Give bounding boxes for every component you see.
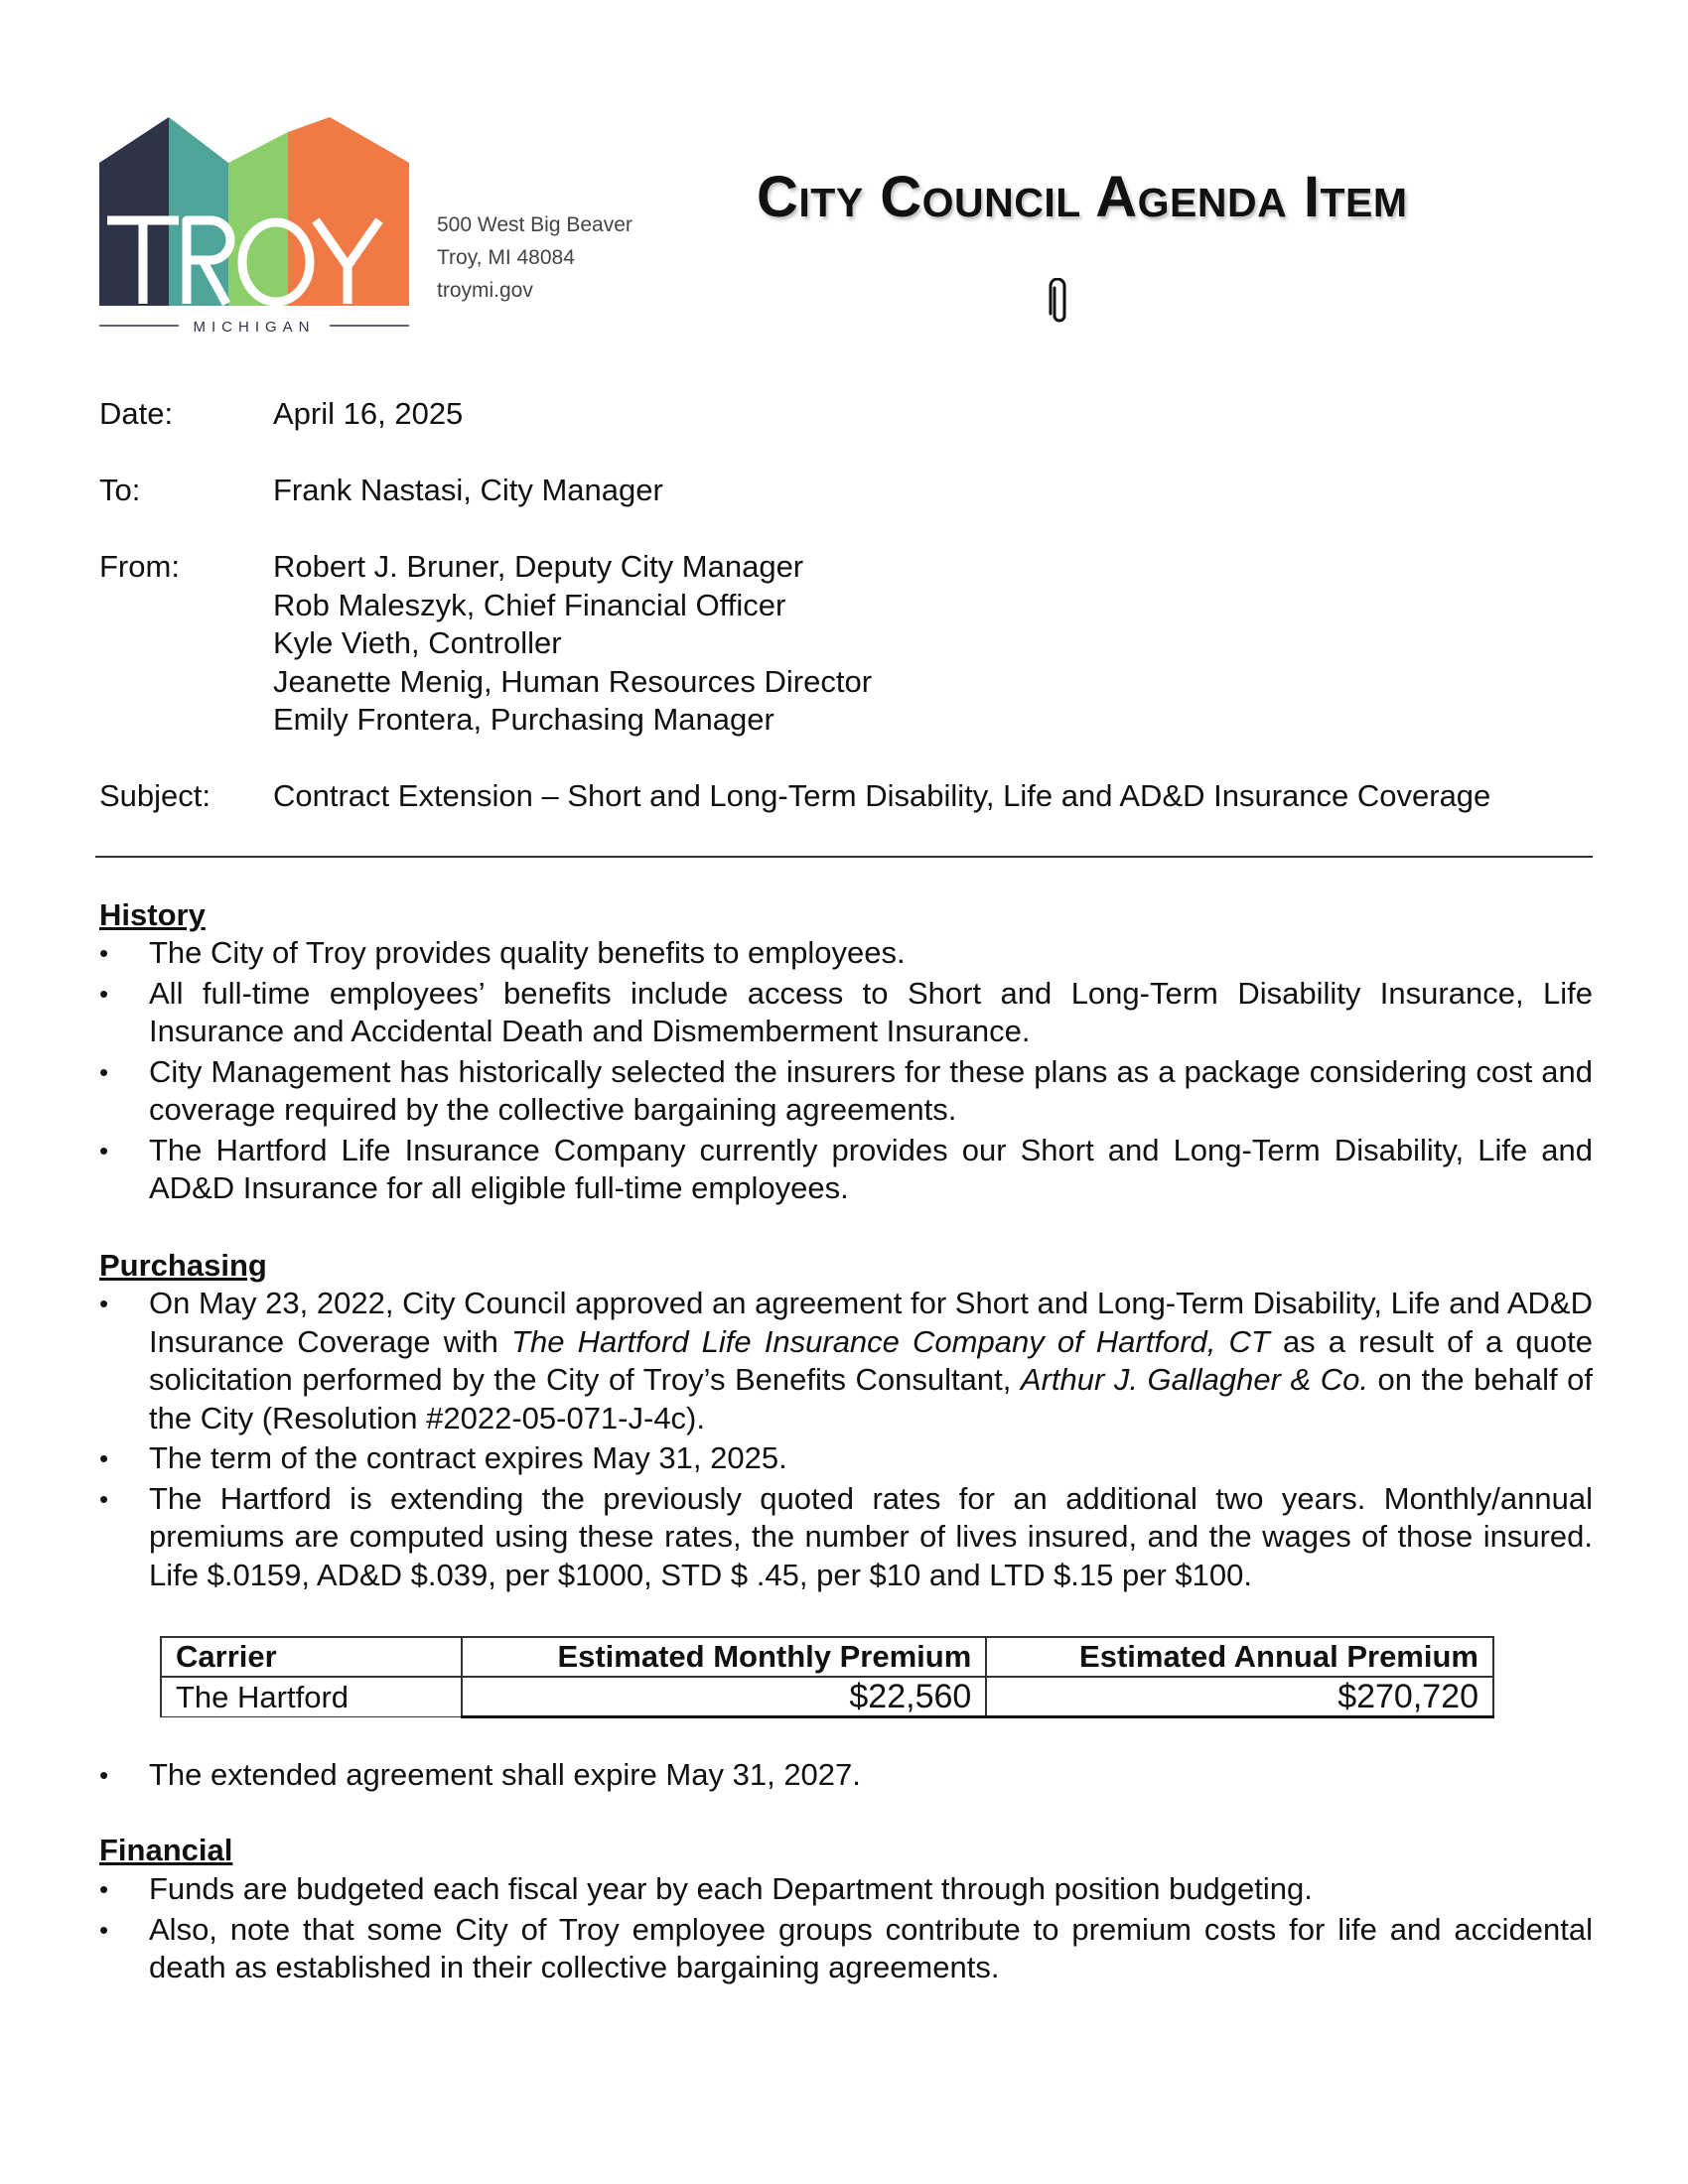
date-value: April 16, 2025: [273, 396, 464, 431]
column-header: Estimated Monthly Premium: [462, 1637, 986, 1677]
address-line-2: Troy, MI 48084: [437, 246, 575, 269]
from-label: From:: [99, 549, 180, 584]
list-item: • The Hartford Life Insurance Company currently provides our Short and Long-Term Disability, Life and AD&D Insurance for all eligible full-time employees.: [99, 1132, 1593, 1208]
financial-heading: Financial: [99, 1833, 233, 1867]
consultant-name: Arthur J. Gallagher & Co.: [1020, 1362, 1368, 1397]
table-cell: $22,560: [462, 1677, 986, 1717]
table-header-row: [161, 1637, 1493, 1677]
from-list: [273, 548, 872, 740]
list-item: • City Management has historically selected the insurers for these plans as a package considering cost and coverage required by the collective bargaining agreements.: [99, 1053, 1593, 1130]
purchasing-heading: Purchasing: [99, 1248, 267, 1283]
paperclip-icon[interactable]: [1049, 278, 1068, 326]
premium-table: [160, 1636, 1494, 1718]
list-item: • All full-time employees’ benefits include access to Short and Long-Term Disability Insurance, Life Insurance and Accidental Death and Dismemberment Insurance.: [99, 975, 1593, 1051]
from-person: Robert J. Bruner, Deputy City Manager: [273, 549, 804, 584]
to-value: Frank Nastasi, City Manager: [273, 473, 663, 507]
page-title: City Council Agenda Item: [757, 165, 1408, 229]
from-person: Rob Maleszyk, Chief Financial Officer: [273, 587, 786, 622]
purchasing-text: On May 23, 2022, City Council approved an agreement for Short and Long-Term Disability, Life and AD&D Insurance Coverage with: [149, 1286, 1593, 1359]
from-person: Jeanette Menig, Human Resources Director: [273, 663, 873, 699]
table-cell: $270,720: [986, 1677, 1493, 1717]
list-item: • The Hartford is extending the previously quoted rates for an additional two years. Monthly/annual premiums are computed using these rates, the number of lives insured, and the wages of those insured. Life $.0159, AD&D $.039, per $1000, STD $ .45, per $10 and LTD $.15 per $100.: [99, 1480, 1593, 1595]
subject-label: Subject:: [99, 778, 211, 813]
table-cell: The Hartford: [161, 1677, 462, 1717]
column-header: Estimated Annual Premium: [986, 1637, 1493, 1677]
address-line-1: 500 West Big Beaver: [437, 213, 633, 236]
header-divider: [95, 856, 1593, 858]
column-header: Carrier: [161, 1637, 462, 1677]
list-item: • The City of Troy provides quality benefits to employees.: [99, 934, 1593, 973]
list-item: • Also, note that some City of Troy employee groups contribute to premium costs for life and accidental death as established in their collective bargaining agreements.: [99, 1911, 1593, 1987]
purchasing-text: on the behalf of the City (Resolution #2022-05-071-J-4c).: [149, 1362, 1593, 1435]
insurer-name: The Hartford Life Insurance Company of Hartford, CT: [511, 1323, 1270, 1359]
table-row: [161, 1677, 1493, 1717]
subject-value: Contract Extension – Short and Long-Term Disability, Life and AD&D Insurance Coverage: [273, 778, 1491, 813]
list-item: • The term of the contract expires May 31, 2025.: [99, 1439, 1593, 1478]
date-label: Date:: [99, 396, 174, 431]
purchasing-list-continued: [99, 1756, 1593, 1797]
from-person: Emily Frontera, Purchasing Manager: [273, 702, 774, 737]
list-item: • The extended agreement shall expire May 31, 2027.: [99, 1756, 1593, 1795]
troy-logo: [99, 117, 409, 334]
list-item: • Funds are budgeted each fiscal year by each Department through position budgeting.: [99, 1870, 1593, 1909]
logo-michigan-text: MICHIGAN: [193, 319, 316, 334]
address-line-3[interactable]: troymi.gov: [437, 279, 533, 302]
history-heading: History: [99, 897, 206, 932]
purchasing-text: as a result of a quote solicitation performed by the City of Troy’s Benefits Consultant,: [149, 1323, 1593, 1397]
to-label: To:: [99, 473, 141, 507]
city-address: [437, 208, 633, 307]
purchasing-list: [99, 1285, 1593, 1596]
history-list: [99, 934, 1593, 1210]
from-person: Kyle Vieth, Controller: [273, 625, 562, 660]
financial-list: [99, 1870, 1593, 1989]
list-item: [99, 1285, 1593, 1437]
